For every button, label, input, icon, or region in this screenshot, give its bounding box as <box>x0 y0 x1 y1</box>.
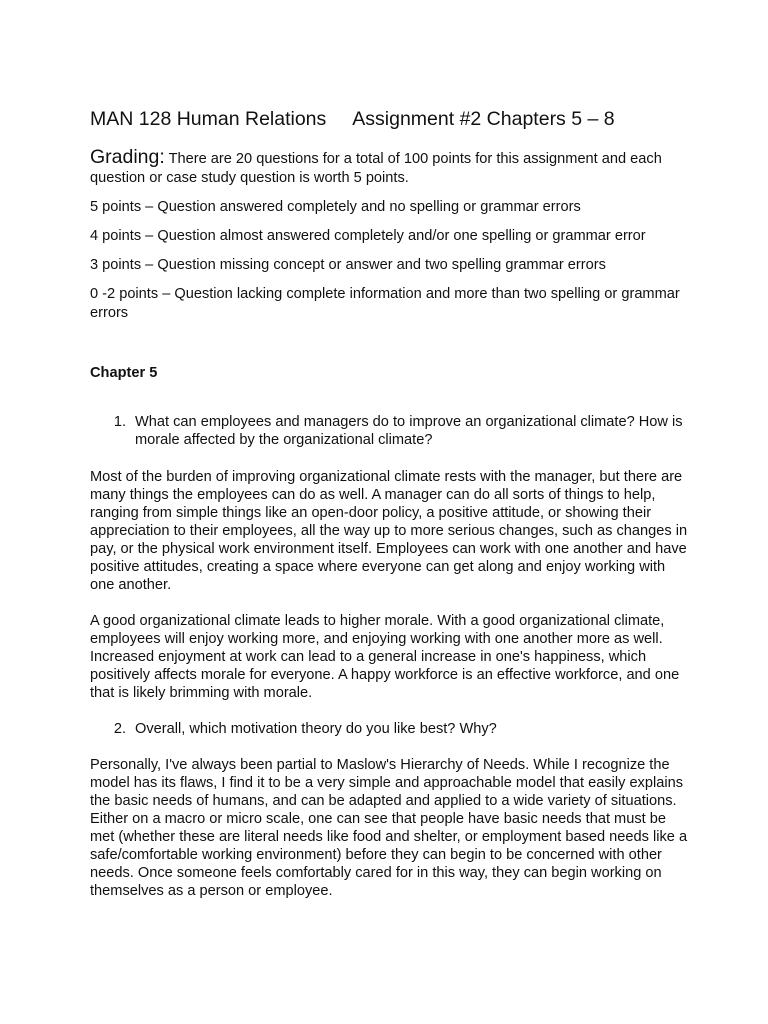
grading-rule-0-2: 0 -2 points – Question lacking complete information and more than two spelling or grammar errors <box>90 286 680 321</box>
grading-intro-text: There are 20 questions for a total of 100 points for this assignment and each question or case study question is worth 5 points. <box>90 151 662 186</box>
answer-paragraph: Most of the burden of improving organizational climate rests with the manager, but there are many things the employees can do as well. A manager can do all sorts of things to help, ranging from simple things like an open-door policy, a positive attitude, or showing their appreciation to their employees, all the way up to more serious changes, such as changes in pay, or the physical work environment itself. Employees can work with one another and have positive attitudes, creating a space where everyone can get along and enjoy working with one another. <box>90 469 688 593</box>
course-title: MAN 128 Human Relations <box>90 108 327 130</box>
question-text: Overall, which motivation theory do you like best? Why? <box>135 721 497 737</box>
answer-paragraph: Personally, I've always been partial to Maslow's Hierarchy of Needs. While I recognize the model has its flaws, I find it to be a very simple and approachable model that easily explains the basic needs of humans, and can be adapted and applied to a wide variety of situations. Either on a macro or micro scale, one can see that people have basic needs that must be met (whether these are literal needs like food and shelter, or employment based needs like a safe/comfortable working environment) before they can begin to be concerned with other needs. Once someone feels comfortably cared for in this way, they can begin working on themselves as a person or employee. <box>90 757 688 899</box>
question-item <box>90 720 690 738</box>
document-title <box>90 106 690 132</box>
question-number: 2. <box>113 721 126 737</box>
document-page <box>90 106 690 900</box>
question-text: What can employees and managers do to improve an organizational climate? How is morale affected by the organizational climate? <box>135 414 683 448</box>
grading-rule-3: 3 points – Question missing concept or answer and two spelling grammar errors <box>90 257 606 273</box>
grading-label: Grading: <box>90 146 165 168</box>
grading-rule-4: 4 points – Question almost answered completely and/or one spelling or grammar error <box>90 228 646 244</box>
question-item <box>90 413 690 449</box>
grading-intro <box>90 148 690 188</box>
assignment-title: Assignment #2 Chapters 5 – 8 <box>352 108 615 130</box>
chapter-heading: Chapter 5 <box>90 365 158 381</box>
grading-rule-5: 5 points – Question answered completely and no spelling or grammar errors <box>90 199 581 215</box>
question-number: 1. <box>113 414 126 430</box>
answer-paragraph: A good organizational climate leads to higher morale. With a good organizational climate, employees will enjoy working more, and enjoying working with one another more as well. Increased enjoyment at work can lead to a general increase in one's happiness, which positively affects morale for everyone. A happy workforce is an effective workforce, and one that is likely brimming with morale. <box>90 613 680 701</box>
